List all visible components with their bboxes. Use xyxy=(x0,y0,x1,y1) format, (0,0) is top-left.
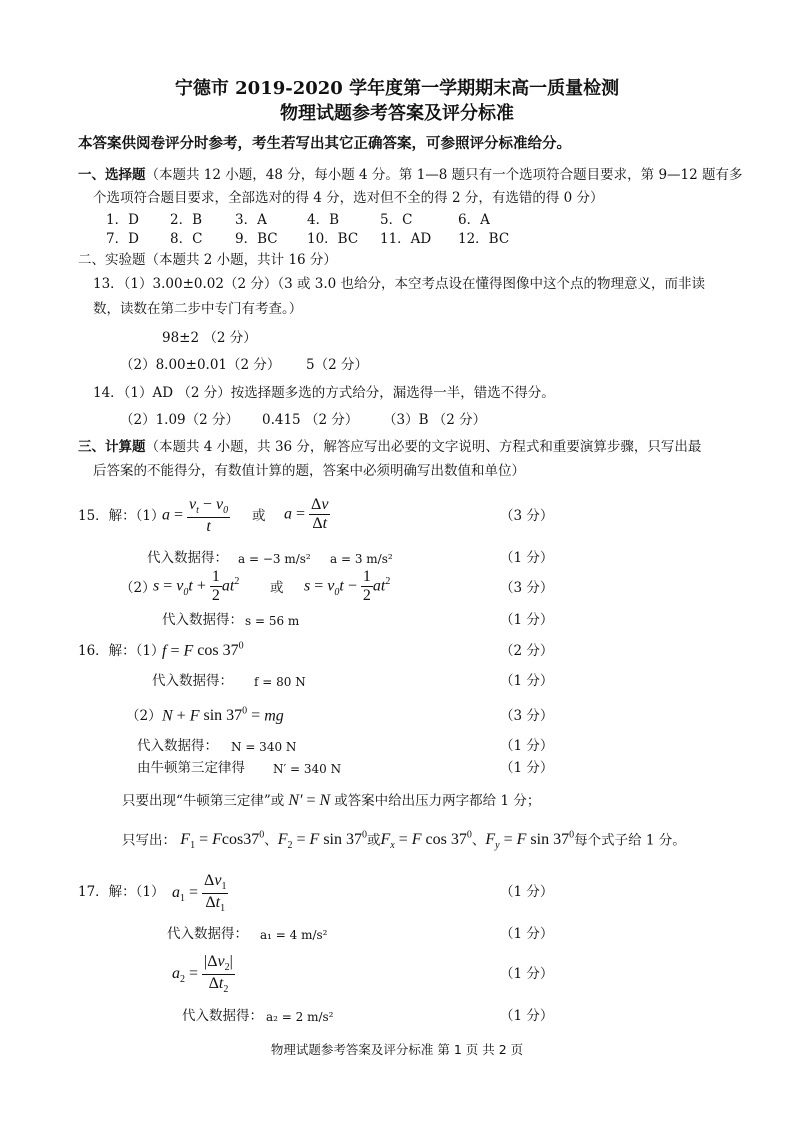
q16-sub-label-2: 代入数据得： xyxy=(137,738,218,754)
q16-score-5: （1 分） xyxy=(500,760,554,776)
q14-part2-b: 0.415 （2 分） xyxy=(262,412,359,428)
q15-or-1: 或 xyxy=(252,508,266,524)
q16-label: 16．解：（1） xyxy=(78,643,165,659)
mc-answer-6: 6．A xyxy=(458,212,490,228)
q16-score-3: （3 分） xyxy=(500,708,554,724)
section3-label: 三、计算题 xyxy=(78,439,146,455)
q15-result-2: a = 3 m/s² xyxy=(330,552,393,566)
q13-part2: （2）8.00±0.01（2 分） xyxy=(120,357,281,373)
q16-rule2-sep3: 、 xyxy=(471,832,486,849)
q16-rule2-eq3: $F_x = F$ $\cos 37^0$ xyxy=(380,830,472,852)
mc-answer-5: 5．C xyxy=(380,212,413,228)
grading-note: 本答案供阅卷评分时参考，考生若写出其它正确答案，可参照评分标准给分。 xyxy=(78,135,571,152)
mc-answer-8: 8．C xyxy=(170,231,203,247)
q15-sub-label-2: 代入数据得： xyxy=(162,612,243,628)
q16-rule2-sep2: 或 xyxy=(366,832,381,849)
q14-part2: （2）1.09（2 分） xyxy=(120,412,240,428)
q15-label: 15．解：（1） xyxy=(78,508,165,524)
q17-score-4: （1 分） xyxy=(500,1008,554,1024)
q16-rule1-a: 只要出现“牛顿第三定律”或 xyxy=(122,793,285,809)
q17-score-3: （1 分） xyxy=(500,966,554,982)
q13-part2-b: 5（2 分） xyxy=(306,357,368,373)
q16-eq-n: N + F $\sin 37^0$ = mg xyxy=(162,706,284,725)
q15-eq-s2: $s = v_0t$ − $\frac{1}{2}$ $at^2$ xyxy=(304,568,391,605)
q15-score-4: （1 分） xyxy=(500,612,554,628)
q15-part2-label: （2） xyxy=(120,580,156,596)
q16-rule2-a: 只写出： xyxy=(122,832,176,849)
q16-rule2 xyxy=(122,831,686,852)
q15-score-3: （3 分） xyxy=(500,580,554,596)
q17-sub-label-1: 代入数据得： xyxy=(167,926,248,942)
q16-part2-label: （2） xyxy=(126,708,162,724)
q16-rule1 xyxy=(122,793,540,809)
q14-part3: （3）B （2 分） xyxy=(383,412,487,428)
mc-answer-2: 2．B xyxy=(170,212,203,228)
q15-eq-s1: $s = v_0t$ + $\frac{1}{2}$ $at^2$ xyxy=(153,568,240,605)
section1-heading xyxy=(78,169,743,183)
mc-answer-4: 4．B xyxy=(307,212,340,228)
mc-answer-11: 11．AD xyxy=(380,231,432,247)
q16-score-2: （1 分） xyxy=(500,673,554,689)
mc-answer-9: 9．BC xyxy=(235,231,278,247)
q17-score-2: （1 分） xyxy=(500,926,554,942)
page-subtitle: 物理试题参考答案及评分标准 xyxy=(280,103,514,124)
q16-sub-label-1: 代入数据得： xyxy=(152,673,233,689)
q15-sub-label-1: 代入数据得： xyxy=(147,550,228,566)
section3-desc2: 后答案的不能得分，有数值计算的题，答案中必须明确写出数值和单位） xyxy=(93,463,525,479)
q17-sub-label-2: 代入数据得： xyxy=(182,1008,263,1024)
q13-line2: 数，读数在第二步中专门有考查。） xyxy=(93,301,303,317)
q16-result-2: N = 340 N xyxy=(231,740,297,754)
q17-score-1: （1 分） xyxy=(500,884,554,900)
q16-result-1: f = 80 N xyxy=(254,675,306,689)
q16-rule2-sep1: 、 xyxy=(264,832,278,849)
q16-result-3: N′ = 340 N xyxy=(273,762,342,776)
mc-answer-3: 3．A xyxy=(235,212,267,228)
q15-eq-a2: a = $\frac{\Delta v}{\Delta t}$ xyxy=(284,496,329,533)
q16-score-1: （2 分） xyxy=(500,643,554,659)
mc-answer-7: 7．D xyxy=(106,231,139,247)
section3-heading xyxy=(78,441,701,455)
section1-label: 一、选择题 xyxy=(78,167,146,183)
q16-rule2-eq2: $F_2 = F$ $\sin 37^0$ xyxy=(277,830,367,852)
q16-rule2-b: 每个式子给 1 分。 xyxy=(574,832,686,849)
q15-eq-a1: a = $\frac{v_t - v_0}{t}$ xyxy=(162,496,229,535)
q17-eq-a1: $a_1$ = $\frac{\Delta v_1}{\Delta t_1}$ xyxy=(172,872,227,914)
q16-rule2-eq4: $F_y = F$ $\sin 37^0$ xyxy=(485,830,575,852)
q16-newton-label: 由牛顿第三定律得 xyxy=(137,760,245,776)
mc-answer-12: 12．BC xyxy=(458,231,510,247)
mc-answer-1: 1．D xyxy=(106,212,139,228)
q15-result-3: s = 56 m xyxy=(245,614,300,628)
q15-result-1: a = −3 m/s² xyxy=(238,552,311,566)
q13-line1: 13．（1）3.00±0.02（2 分）（3 或 3.0 也给分，本空考点设在懂得图像中这个点的物理意义，而非读 xyxy=(93,276,706,292)
q17-result-2: a₂ = 2 m/s² xyxy=(266,1010,334,1024)
q13-answer2: 98±2 （2 分） xyxy=(162,330,257,346)
q17-label: 17．解：（1） xyxy=(78,884,165,900)
q17-result-1: a₁ = 4 m/s² xyxy=(260,928,328,942)
q16-rule2-eq1: $F_1 = Fcos37^0$ xyxy=(180,830,265,852)
q16-score-4: （1 分） xyxy=(500,738,554,754)
q15-score-1: （3 分） xyxy=(500,508,554,524)
q14-line1: 14．（1）AD （2 分）按选择题多选的方式给分，漏选得一半，错选不得分。 xyxy=(93,385,555,401)
section1-desc2: 个选项符合题目要求，全部选对的得 4 分，选对但不全的得 2 分，有选错的得 0 分） xyxy=(93,190,604,206)
q16-eq-f: f = F $\cos 37^0$ xyxy=(162,641,244,660)
page-title: 宁德市 2019-2020 学年度第一学期期末高一质量检测 xyxy=(174,78,620,99)
q16-rule1-eq: N′ = N xyxy=(284,792,335,809)
section1-desc1: （本题共 12 小题，48 分，每小题 4 分。第 1—8 题只有一个选项符合题目要求，第 9—12 题有多 xyxy=(145,167,743,183)
q16-rule1-b: 或答案中给出压力两字都给 1 分； xyxy=(334,793,541,809)
q17-eq-a2: $a_2$ = $\frac{|\Delta v_2|}{\Delta t_2}$ xyxy=(172,953,233,995)
section3-desc1: （本题共 4 小题，共 36 分，解答应写出必要的文字说明、方程式和重要演算步骤，只写出最 xyxy=(145,439,702,455)
q15-or-2: 或 xyxy=(270,580,284,596)
q15-score-2: （1 分） xyxy=(500,550,554,566)
mc-answer-10: 10．BC xyxy=(307,231,359,247)
page-footer: 物理试题参考答案及评分标准 第 1 页 共 2 页 xyxy=(270,1042,524,1057)
section2-heading: 二、实验题（本题共 2 小题，共计 16 分） xyxy=(78,252,337,268)
